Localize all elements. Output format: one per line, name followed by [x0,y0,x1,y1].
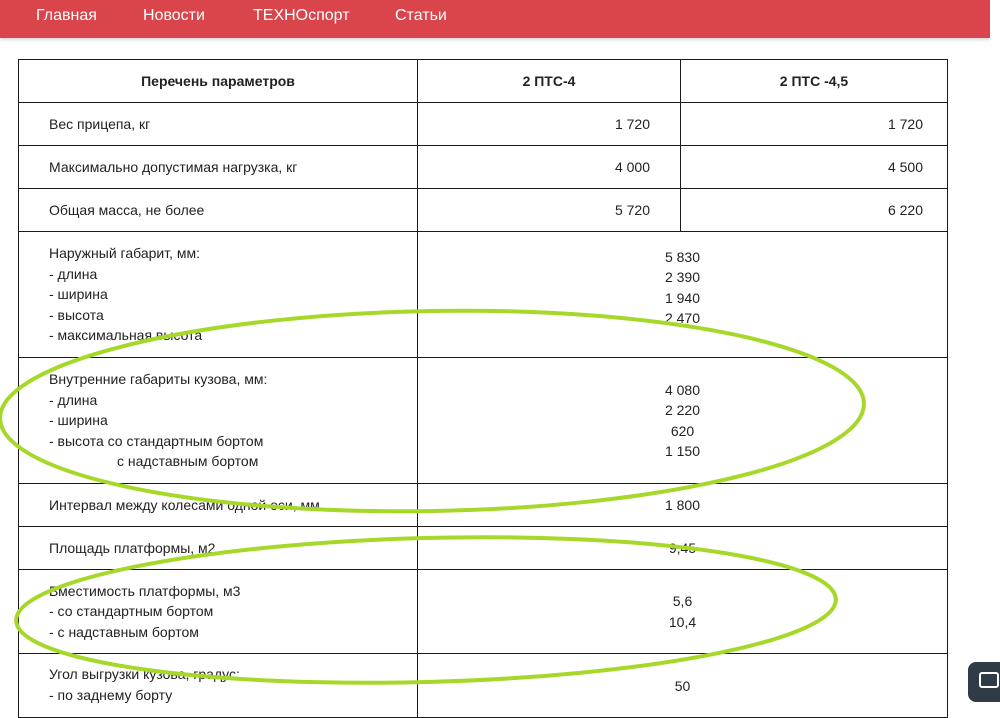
top-navigation-bar [0,0,990,38]
row-label: Вес прицепа, кг [19,103,418,146]
table-row [19,570,948,654]
cell-value: 5 830 [664,248,701,265]
row-label: Интервал между колесами одной оси, мм [19,484,418,527]
specifications-table [18,59,948,718]
table-row [19,232,948,358]
table-row [19,189,948,232]
cell-value: 10,4 [668,613,697,630]
row-label-line: - высота со стандартным бортом [49,432,264,449]
cell-value: 6 220 [681,189,948,232]
row-label-line: - по заднему борту [49,686,173,703]
row-label: Площадь платформы, м2 [19,527,418,570]
nav-link-news[interactable]: Новости [143,7,205,24]
table-row [19,358,948,484]
merged-cell-value: 9,45 [418,527,948,570]
column-header-2pts-4-5: 2 ПТС -4,5 [681,60,948,103]
row-label-line: Наружный габарит, мм: [49,245,201,262]
row-label-multiline [19,358,418,484]
merged-cell-value [418,570,948,654]
nav-link-articles[interactable]: Статьи [395,7,447,24]
cell-value: 2 220 [664,402,701,418]
page-edge [990,0,1000,697]
merged-cell-value [418,232,948,358]
row-label-line: - длина [49,391,98,408]
cell-value: 4 500 [681,146,948,189]
cell-value: 5,6 [672,593,693,609]
cell-value: 50 [674,678,691,694]
row-label-multiline [19,570,418,654]
row-label-line: - с надставным бортом [49,623,199,640]
column-header-parameters: Перечень параметров [19,60,418,103]
merged-cell-value [418,358,948,484]
row-label: Максимально допустимая нагрузка, кг [19,146,418,189]
row-label-line: с надставным бортом [117,453,259,470]
merged-cell-value [418,654,948,718]
cell-value: 5 720 [418,189,681,232]
cell-value: 4 080 [664,381,701,398]
cell-value: 620 [670,422,695,439]
cell-value: 1 940 [664,289,701,306]
cell-value: 1 150 [664,443,701,459]
row-label-line: - со стандартным бортом [49,603,214,620]
row-label-line: Вместимость платформы, м3 [49,582,241,599]
row-label-line: - ширина [49,286,108,303]
column-header-2pts-4: 2 ПТС-4 [418,60,681,103]
row-label-multiline [19,654,418,718]
row-label-multiline [19,232,418,358]
cell-value: 2 390 [664,269,701,285]
nav-link-main[interactable]: Главная [36,7,97,24]
table-row [19,484,948,527]
row-label-line: - высота [49,306,104,323]
row-label-line: - максимальная высота [49,327,203,344]
cell-value: 1 720 [418,103,681,146]
table-row [19,146,948,189]
table-row [19,527,948,570]
cell-value: 4 000 [418,146,681,189]
table-row [19,654,948,718]
table-header-row [19,60,948,103]
nav-link-technosport[interactable]: ТЕХНОспорт [253,7,350,24]
cell-value: 1 720 [681,103,948,146]
row-label-line: - ширина [49,412,108,429]
merged-cell-value: 1 800 [418,484,948,527]
chat-widget-button[interactable] [968,662,1000,702]
cell-value: 2 470 [664,310,701,326]
row-label-line: Внутренние габариты кузова, мм: [49,371,268,388]
row-label-line: - длина [49,265,98,282]
row-label-line: Угол выгрузки кузова, градус: [49,666,240,682]
chat-icon [979,672,999,688]
row-label: Общая масса, не более [19,189,418,232]
table-row [19,103,948,146]
